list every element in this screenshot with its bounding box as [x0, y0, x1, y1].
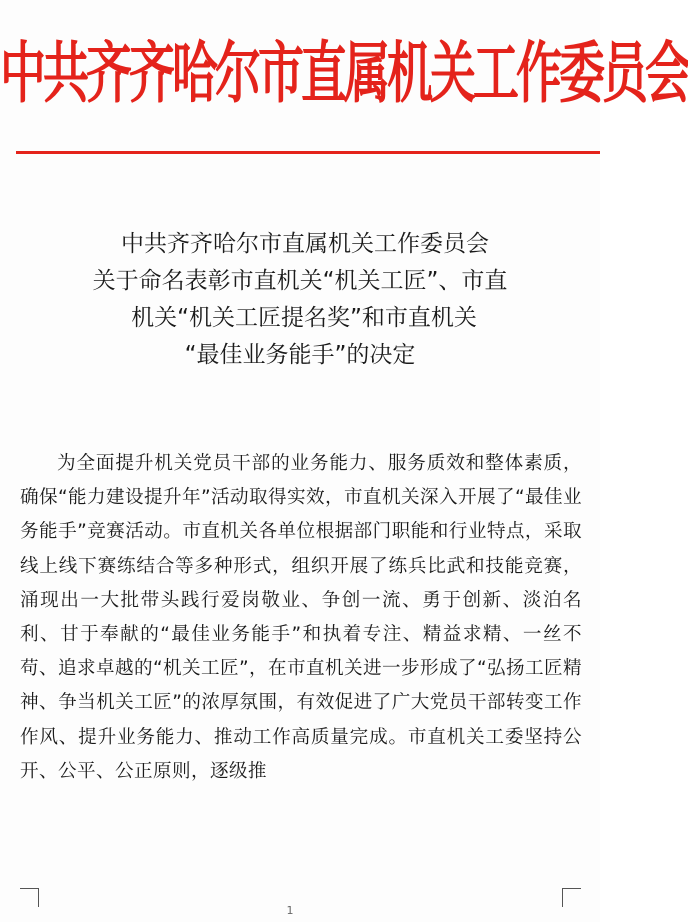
title-line-3: 机关“机关工匠提名奖”和市直机关 [131, 305, 477, 331]
masthead-title: 中共齐齐哈尔市直属机关工作委员会 [0, 33, 688, 112]
title-line-4: “最佳业务能手”的决定 [184, 342, 416, 368]
title-line-2: 关于命名表彰市直机关“机关工匠”、市直 [92, 268, 508, 294]
page-number: 1 [286, 904, 294, 917]
title-line-1: 中共齐齐哈尔市直属机关工作委员会 [121, 231, 489, 257]
masthead-red-rule [16, 151, 600, 154]
body-paragraph: 为全面提升机关党员干部的业务能力、服务质效和整体素质，确保“能力建设提升年”活动取得实效，市直机关深入开展了“最佳业务能手”竞赛活动。市直机关各单位根据部门职能和行业特点，采取线上线下赛练结合等多种形式，组织开展了练兵比武和技能竞赛，涌现出一大批带头践行爱岗敬业、争创一流、勇于创新、淡泊名利、甘于奉献的“最佳业务能手”和执着专注、精益求精、一丝不苟、追求卓越的“机关工匠”，在市直机关进一步形成了“弘扬工匠精神、争当机关工匠”的浓厚氛围，有效促进了广大党员干部转变工作作风、提升业务能力、推动工作高质量完成。市直机关工委坚持公开、公平、公正原则，逐级推 [20, 453, 582, 782]
document-title [0, 226, 600, 374]
